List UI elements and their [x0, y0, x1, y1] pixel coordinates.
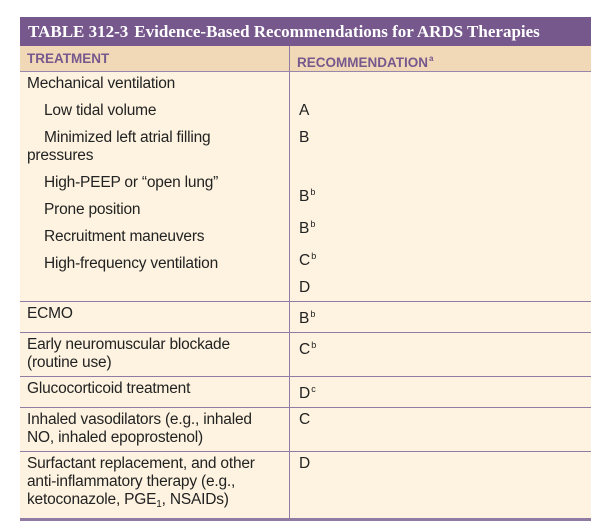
treatment-minimized-la-line1: Minimized left atrial filling [44, 129, 211, 146]
header-recommendation-footnote: a [429, 54, 434, 63]
treatment-glucocorticoid: Glucocorticoid treatment [27, 380, 191, 397]
grade-high-peep-letter: B [299, 188, 310, 205]
treatment-minimized-la-line2: pressures [27, 147, 94, 164]
treatment-surfactant-line2: anti-inflammatory therapy (e.g., [27, 473, 236, 490]
grade-prone-letter: B [299, 220, 310, 237]
table-number: TABLE 312-3 [28, 22, 129, 41]
treatment-mechanical-ventilation: Mechanical ventilation [27, 75, 176, 92]
table-body [20, 72, 591, 521]
treatment-high-peep: High-PEEP or “open lung” [44, 174, 219, 191]
table-row-neuromuscular-blockade [20, 333, 591, 377]
table-row-ecmo [20, 302, 591, 333]
table-title: Evidence-Based Recommendations for ARDS Therapies [134, 22, 540, 41]
table-row-mechanical-ventilation [20, 72, 591, 302]
header-recommendation-label: RECOMMENDATION [297, 55, 428, 70]
grade-prone-position [290, 215, 591, 238]
treatment-high-frequency-ventilation: High-frequency ventilation [44, 255, 219, 272]
table-row-inhaled-vasodilators [20, 408, 591, 452]
treatment-ecmo: ECMO [27, 305, 73, 322]
table-title-bar [20, 17, 591, 46]
treatment-prone-position: Prone position [44, 201, 141, 218]
grade-high-frequency-ventilation: D [299, 279, 311, 296]
grade-glucocorticoid-letter: D [299, 385, 311, 402]
grade-recruitment-letter: C [299, 252, 311, 269]
table-header-row [20, 46, 591, 72]
grade-high-peep [290, 183, 591, 206]
treatment-inhaled-line2: NO, inhaled epoprostenol) [27, 429, 203, 446]
grade-high-peep-footnote: b [310, 187, 316, 197]
treatment-surfactant-subscript: 1 [156, 499, 162, 510]
grade-prone-footnote: b [310, 219, 316, 229]
grade-ecmo-footnote: b [310, 309, 316, 319]
grade-glucocorticoid [290, 380, 591, 403]
table-row-glucocorticoid [20, 377, 591, 408]
treatment-recruitment-maneuvers: Recruitment maneuvers [44, 228, 205, 245]
grade-inhaled-vasodilators: C [299, 411, 311, 428]
grade-minimized-la: B [299, 129, 310, 146]
table-row-surfactant [20, 452, 591, 518]
header-treatment: TREATMENT [20, 46, 290, 71]
grade-low-tidal-volume: A [299, 102, 310, 119]
grade-nmb-letter: C [299, 341, 311, 358]
treatment-nmb-line2: (routine use) [27, 354, 112, 371]
ards-therapies-table [20, 17, 591, 521]
grade-recruitment-maneuvers [290, 247, 591, 270]
treatment-surfactant-line1: Surfactant replacement, and other [27, 455, 255, 472]
grade-ecmo-letter: B [299, 310, 310, 327]
grade-surfactant: D [299, 455, 311, 472]
grade-ecmo [290, 305, 591, 328]
treatment-low-tidal-volume: Low tidal volume [44, 102, 157, 119]
treatment-nmb-line1: Early neuromuscular blockade [27, 336, 230, 353]
grade-nmb [290, 336, 591, 359]
treatment-surfactant-line3 [20, 491, 289, 514]
grade-glucocorticoid-footnote: c [311, 384, 316, 394]
treatment-surfactant-line3b: , NSAIDs) [161, 491, 229, 508]
treatment-inhaled-line1: Inhaled vasodilators (e.g., inhaled [27, 411, 252, 428]
header-recommendation [290, 46, 591, 71]
grade-nmb-footnote: b [311, 340, 317, 350]
grade-recruitment-footnote: b [311, 251, 317, 261]
treatment-surfactant-line3a: ketoconazole, PGE [27, 491, 157, 508]
